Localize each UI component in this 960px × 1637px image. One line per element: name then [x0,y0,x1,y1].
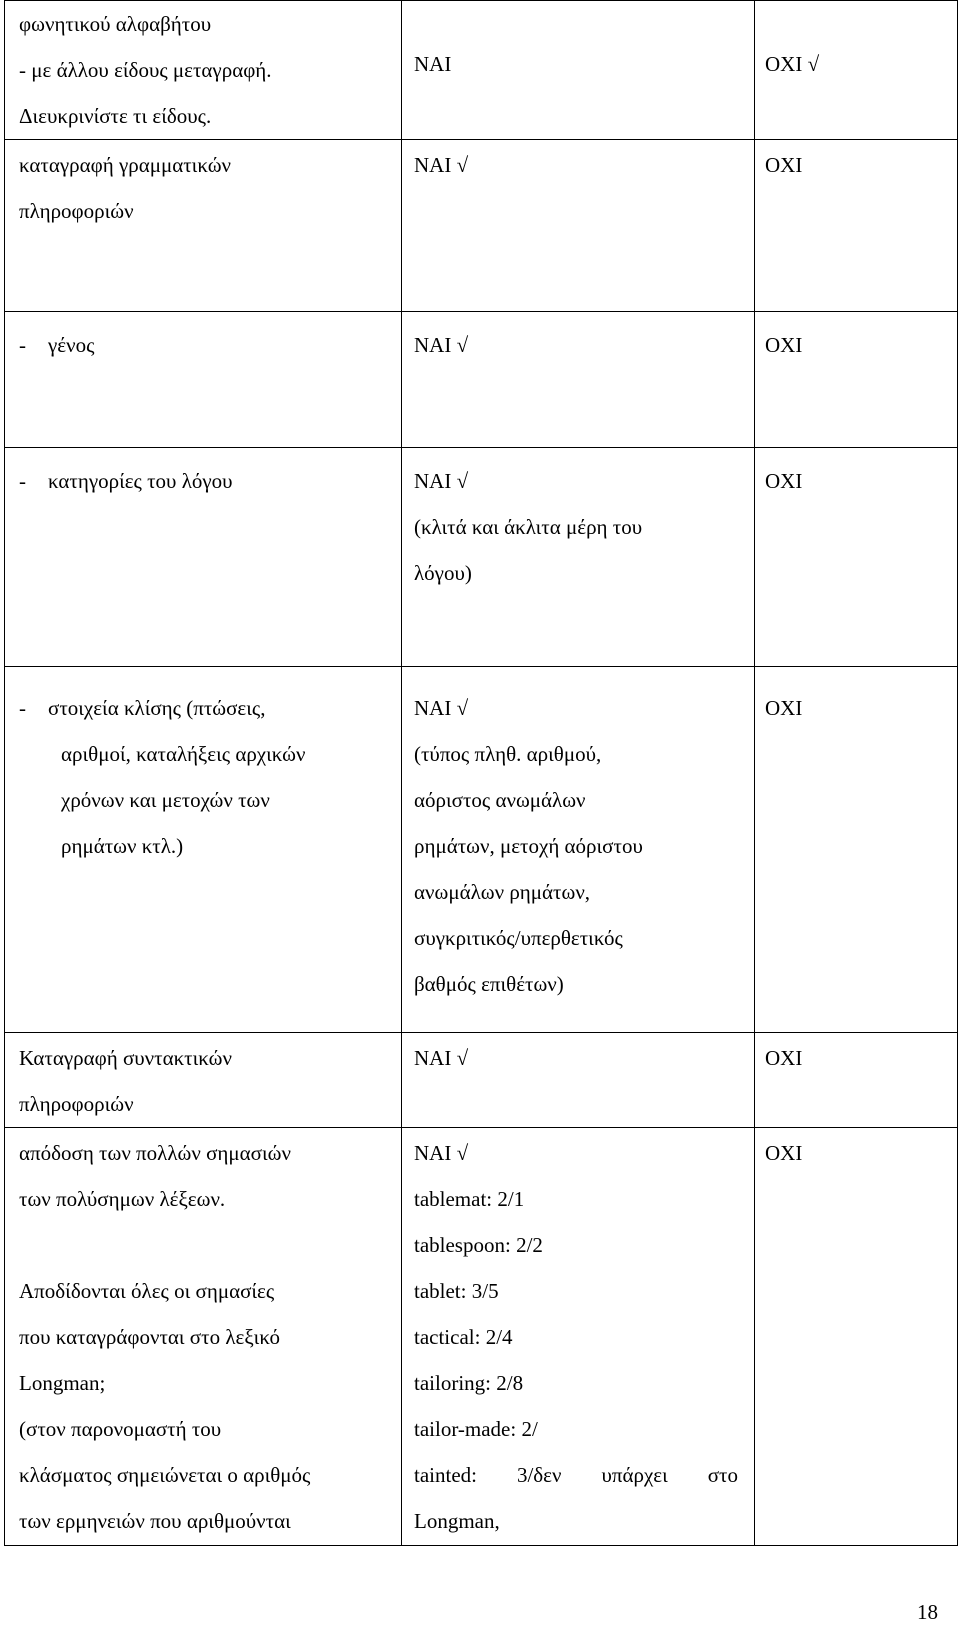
sample-line: tailor-made: 2/ [414,1417,538,1441]
note-line: ανωμάλων ρημάτων, [414,880,591,904]
no-answer: ΟΧΙ √ [765,52,820,76]
criterion-line: κλάσματος σημειώνεται ο αριθμός [19,1463,311,1487]
yes-cell [402,1,755,140]
page-number: 18 [917,1600,938,1624]
note-line: (κλιτά και άκλιτα μέρη του [414,515,643,539]
criterion-line: Longman; [19,1371,106,1395]
yes-cell [402,448,755,667]
table-row [5,667,958,1033]
table-row [5,140,958,312]
criterion-line: - στοιχεία κλίσης (πτώσεις, [19,696,266,720]
yes-cell [402,140,755,312]
no-cell [755,1,958,140]
yes-answer: ΝΑΙ √ [414,153,469,177]
criterion-cell [5,1128,402,1546]
note-line: ρημάτων, μετοχή αόριστου [414,834,643,858]
no-cell [755,667,958,1033]
no-answer: ΟΧΙ [765,469,803,493]
criterion-cell [5,667,402,1033]
table-row [5,312,958,448]
criterion-line: (στον παρονομαστή του [19,1417,222,1441]
sample-line: tactical: 2/4 [414,1325,513,1349]
yes-cell [402,1128,755,1546]
note-line: βαθμός επιθέτων) [414,972,564,996]
criterion-cell [5,312,402,448]
table-row [5,448,958,667]
sample-line: tainted: 3/δεν υπάρχει στο [414,1463,738,1487]
sample-line: tablemat: 2/1 [414,1187,525,1211]
yes-answer: ΝΑΙ √ [414,1141,469,1165]
criterion-line: Καταγραφή συντακτικών [19,1046,232,1070]
criterion-line: πληροφοριών [19,1092,134,1116]
note-line: (τύπος πληθ. αριθμού, [414,742,602,766]
note-line: συγκριτικός/υπερθετικός [414,926,623,950]
criterion-line: που καταγράφονται στο λεξικό [19,1325,280,1349]
yes-answer: ΝΑΙ √ [414,469,469,493]
criterion-line: Διευκρινίστε τι είδους. [19,104,212,128]
criterion-line: απόδοση των πολλών σημασιών [19,1141,291,1165]
no-cell [755,140,958,312]
yes-cell [402,312,755,448]
yes-answer: ΝΑΙ √ [414,1046,469,1070]
table-row [5,1033,958,1128]
criterion-cell [5,1033,402,1128]
criterion-line: - με άλλου είδους μεταγραφή. [19,58,272,82]
criterion-cell [5,1,402,140]
evaluation-table [4,0,958,1546]
sample-line: Longman, [414,1509,500,1533]
yes-answer: ΝΑΙ √ [414,333,469,357]
criterion-line: πληροφοριών [19,199,134,223]
table-row [5,1,958,140]
criterion-line: - κατηγορίες του λόγου [19,469,233,493]
no-cell [755,312,958,448]
no-cell [755,1128,958,1546]
no-cell [755,1033,958,1128]
criterion-line: ρημάτων κτλ.) [61,834,184,858]
criterion-line [19,1222,393,1268]
no-cell [755,448,958,667]
criterion-line: Αποδίδονται όλες οι σημασίες [19,1279,275,1303]
criterion-line: καταγραφή γραμματικών [19,153,232,177]
note-line: αόριστος ανωμάλων [414,788,586,812]
yes-cell [402,667,755,1033]
yes-cell [402,1033,755,1128]
no-answer: ΟΧΙ [765,1046,803,1070]
criterion-line: - γένος [19,333,95,357]
no-answer: ΟΧΙ [765,1141,803,1165]
no-answer: ΟΧΙ [765,153,803,177]
no-answer: ΟΧΙ [765,696,803,720]
note-line: λόγου) [414,561,472,585]
criterion-line: φωνητικού αλφαβήτου [19,12,212,36]
sample-line: tablespoon: 2/2 [414,1233,543,1257]
yes-answer: ΝΑΙ √ [414,696,469,720]
criterion-cell [5,448,402,667]
yes-answer: ΝΑΙ [414,52,452,76]
criterion-line: των ερμηνειών που αριθμούνται [19,1509,291,1533]
sample-line: tailoring: 2/8 [414,1371,524,1395]
criterion-cell [5,140,402,312]
criterion-line: αριθμοί, καταλήξεις αρχικών [61,742,306,766]
criterion-line: των πολύσημων λέξεων. [19,1187,226,1211]
table-row [5,1128,958,1546]
no-answer: ΟΧΙ [765,333,803,357]
criterion-line: χρόνων και μετοχών των [61,788,270,812]
sample-line: tablet: 3/5 [414,1279,499,1303]
